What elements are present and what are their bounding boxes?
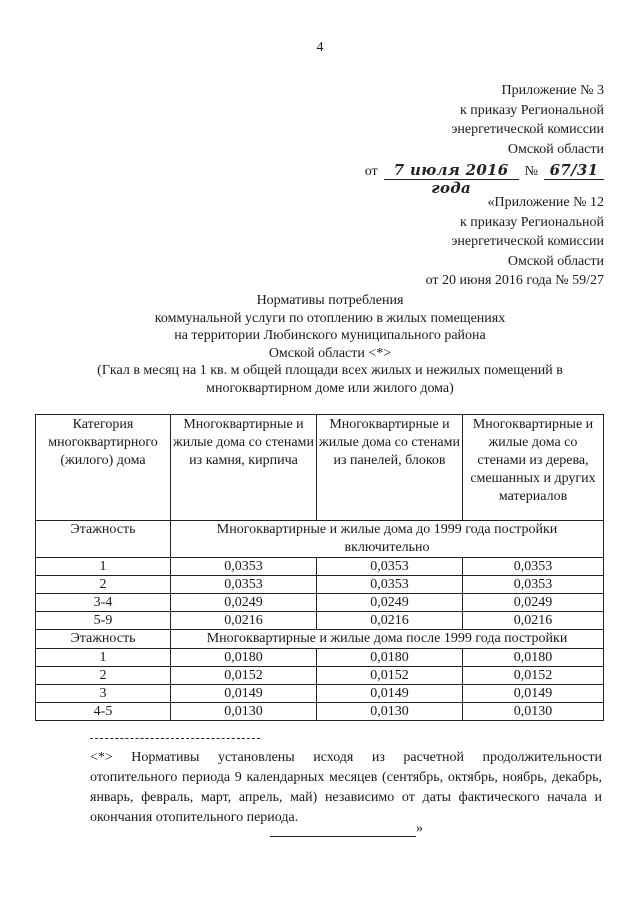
cell-floors: 2 xyxy=(36,576,171,594)
title-line: Омской области <*> xyxy=(268,345,392,361)
from-label: от xyxy=(364,164,378,179)
cell-value: 0,0249 xyxy=(463,594,604,612)
appendix-12-line: к приказу Региональной xyxy=(459,214,604,230)
document-title xyxy=(40,292,620,397)
footnote-text: <*> Нормативы установлены исходя из расчетной продолжительности отопительного периода 9 календарных месяцев (сентябрь, октябрь, ноябрь, декабрь, январь, февраль, март, апрель, май) независимо от даты фактического начала и окончания отопительного периода. xyxy=(90,750,602,825)
cell-value: 0,0130 xyxy=(463,703,604,721)
cell-value: 0,0149 xyxy=(463,685,604,703)
cell-value: 0,0216 xyxy=(463,612,604,630)
appendix-3-line: к приказу Региональной xyxy=(459,102,604,118)
cell-value: 0,0353 xyxy=(463,576,604,594)
appendix-12-line: «Приложение № 12 xyxy=(487,195,604,210)
cell-value: 0,0152 xyxy=(463,667,604,685)
table-row xyxy=(36,667,604,685)
table-row xyxy=(36,649,604,667)
title-line: многоквартирном доме или жилого дома) xyxy=(206,380,454,396)
table-row xyxy=(36,612,604,630)
cell-floors: 4-5 xyxy=(36,703,171,721)
appendix-3-block xyxy=(304,81,604,159)
table-row xyxy=(36,576,604,594)
cell-value: 0,0149 xyxy=(171,685,317,703)
cell-floors: 2 xyxy=(36,667,171,685)
cell-value: 0,0249 xyxy=(317,594,463,612)
closing-quote: » xyxy=(416,821,423,836)
cell-value: 0,0216 xyxy=(171,612,317,630)
section-header-row xyxy=(36,521,604,558)
appendix-12-block xyxy=(304,193,604,291)
cell-value: 0,0180 xyxy=(171,649,317,667)
footnote-separator xyxy=(90,738,260,739)
title-line: (Гкал в месяц на 1 кв. м общей площади всех жилых и нежилых помещений в xyxy=(97,363,563,378)
cell-value: 0,0353 xyxy=(171,558,317,576)
table-row xyxy=(36,558,604,576)
header-stone-brick: Многоквартирные и жилые дома со стенами из камня, кирпича xyxy=(171,415,317,521)
cell-value: 0,0130 xyxy=(317,703,463,721)
appendix-12-line: энергетической комиссии xyxy=(451,234,604,249)
handwritten-date: 7 июля 2016 года xyxy=(384,161,519,180)
header-panels-blocks: Многоквартирные и жилые дома со стенами из панелей, блоков xyxy=(317,415,463,521)
appendix-3-line: энергетической комиссии xyxy=(451,122,604,137)
cell-floors: 5-9 xyxy=(36,612,171,630)
cell-value: 0,0152 xyxy=(171,667,317,685)
number-label: № xyxy=(524,164,538,179)
norms-table xyxy=(35,414,604,721)
cell-floors: 1 xyxy=(36,558,171,576)
section-label: Этажность xyxy=(36,521,171,558)
section-header-row xyxy=(36,630,604,649)
cell-value: 0,0353 xyxy=(463,558,604,576)
cell-value: 0,0249 xyxy=(171,594,317,612)
table-header-row xyxy=(36,415,604,521)
title-line: Нормативы потребления xyxy=(256,293,404,308)
cell-value: 0,0180 xyxy=(463,649,604,667)
cell-value: 0,0353 xyxy=(317,576,463,594)
table-row xyxy=(36,703,604,721)
cell-value: 0,0152 xyxy=(317,667,463,685)
cell-value: 0,0216 xyxy=(317,612,463,630)
appendix-12-line: от 20 июня 2016 года № 59/27 xyxy=(425,273,604,288)
cell-value: 0,0130 xyxy=(171,703,317,721)
header-wood-mixed: Многоквартирные и жилые дома со стенами из дерева, смешанных и других материалов xyxy=(463,415,604,521)
closing-row xyxy=(270,818,423,837)
title-line: на территории Любинского муниципального района xyxy=(174,328,486,343)
section-caption: Многоквартирные и жилые дома после 1999 года постройки xyxy=(171,630,604,649)
title-line: коммунальной услуги по отоплению в жилых помещениях xyxy=(154,310,506,326)
page-number: 4 xyxy=(316,40,324,55)
cell-floors: 1 xyxy=(36,649,171,667)
cell-floors: 3-4 xyxy=(36,594,171,612)
cell-floors: 3 xyxy=(36,685,171,703)
appendix-3-line: Омской области xyxy=(507,141,604,157)
cell-value: 0,0149 xyxy=(317,685,463,703)
table-row xyxy=(36,685,604,703)
section-caption: Многоквартирные и жилые дома до 1999 года постройки включительно xyxy=(171,521,604,558)
header-category: Категория многоквартирного (жилого) дома xyxy=(36,415,171,521)
appendix-12-line: Омской области xyxy=(507,253,604,269)
cell-value: 0,0353 xyxy=(171,576,317,594)
table-row xyxy=(36,594,604,612)
appendix-3-line: Приложение № 3 xyxy=(501,83,604,98)
order-date-number-row xyxy=(364,158,604,197)
closing-line xyxy=(270,818,416,837)
cell-value: 0,0353 xyxy=(317,558,463,576)
section-label: Этажность xyxy=(36,630,171,649)
handwritten-number: 67/31 xyxy=(544,161,604,180)
cell-value: 0,0180 xyxy=(317,649,463,667)
